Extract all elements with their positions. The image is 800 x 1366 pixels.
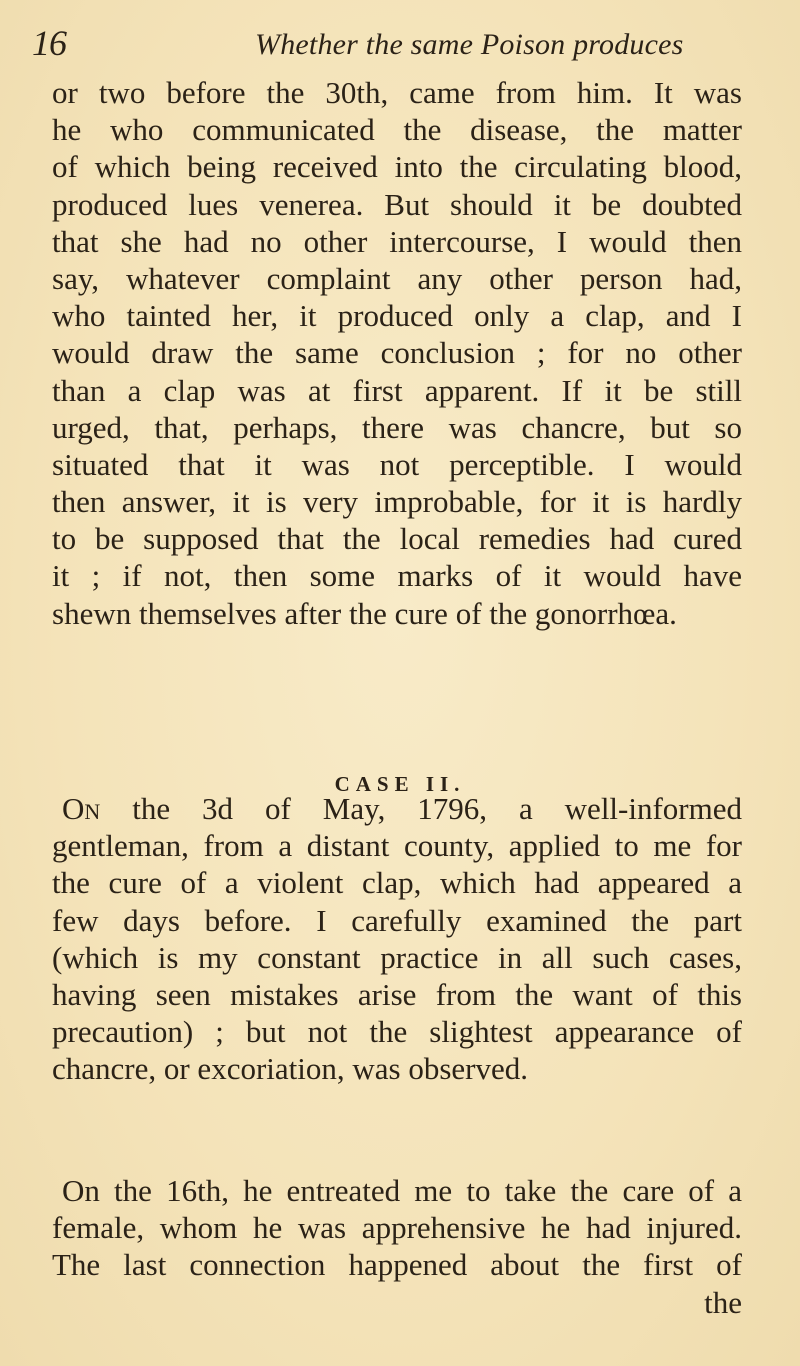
text-line: who tainted her, it produced only a clap, and I <box>52 298 742 334</box>
running-head: Whether the same Poison produces <box>255 28 684 61</box>
text-line: produced lues venerea. But should it be doubted <box>52 186 742 222</box>
text-line: than a clap was at first apparent. If it be still <box>52 372 742 408</box>
text-line: On the 16th, he entreated me to take the care of a <box>62 1173 742 1208</box>
text-line <box>52 790 742 827</box>
text-line: few days before. I carefully examined the part <box>52 902 742 938</box>
text-line: or two before the 30th, came from him. It was <box>52 75 742 110</box>
text-line: (which is my constant practice in all such cases, <box>52 939 742 975</box>
drop-word: On <box>62 791 101 826</box>
page-number: 16 <box>32 23 66 63</box>
text-line: urged, that, perhaps, there was chancre, but so <box>52 409 742 445</box>
paragraph-continued <box>52 74 742 632</box>
text-line: gentleman, from a distant county, applied to me for <box>52 828 742 864</box>
case-heading: CASE II. <box>334 772 466 796</box>
text-line: situated that it was not perceptible. I would <box>52 446 742 482</box>
text-line: to be supposed that the local remedies had cured <box>52 521 742 557</box>
text-line: it ; if not, then some marks of it would have <box>52 558 742 594</box>
text-line: having seen mistakes arise from the want of this <box>52 976 742 1012</box>
catchword: the <box>704 1284 742 1320</box>
page-header <box>0 18 800 68</box>
first-line-text: the 3d of May, 1796, a well-informed <box>100 791 742 826</box>
paragraph-three <box>52 1172 742 1321</box>
text-line: then answer, it is very improbable, for it is hardly <box>52 484 742 520</box>
text-line: precaution) ; but not the slightest appearance of <box>52 1014 742 1050</box>
text-line: of which being received into the circulating blood, <box>52 149 742 185</box>
text-line: chancre, or excoriation, was observed. <box>52 1051 528 1087</box>
paragraph-case-two <box>52 790 742 1088</box>
text-line: the cure of a violent clap, which had appeared a <box>52 865 742 901</box>
text-line: that she had no other intercourse, I would then <box>52 223 742 259</box>
text-line: female, whom he was apprehensive he had injured. <box>52 1210 742 1246</box>
text-line: would draw the same conclusion ; for no other <box>52 335 742 371</box>
text-line: he who communicated the disease, the matter <box>52 112 742 148</box>
text-line: The last connection happened about the first of <box>52 1247 742 1283</box>
text-line: say, whatever complaint any other person had, <box>52 260 742 296</box>
text-line: shewn themselves after the cure of the gonorrhœa. <box>52 595 677 631</box>
